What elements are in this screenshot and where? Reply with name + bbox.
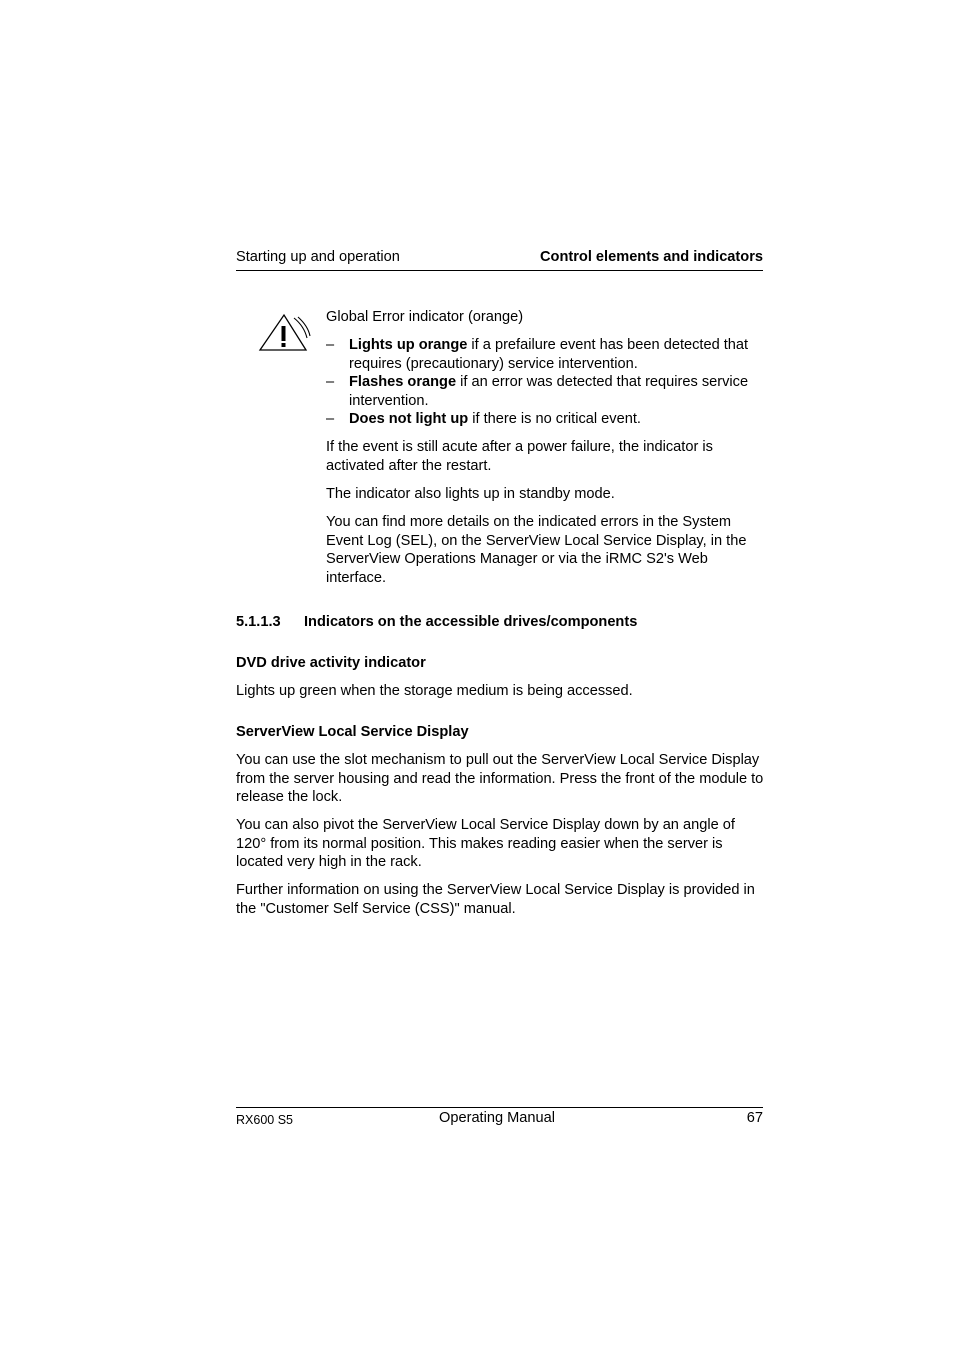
page-header xyxy=(236,248,763,271)
lsd-paragraph: Further information on using the ServerView Local Service Display is provided in the "Customer Self Service (CSS)" manual. xyxy=(236,882,755,917)
footer-title: Operating Manual xyxy=(439,1110,556,1126)
list-item-text: if an error was detected that requires service intervention. xyxy=(349,374,749,409)
page-number: 67 xyxy=(746,1110,763,1126)
list-item-bold: Flashes orange xyxy=(349,374,457,390)
list-item-bold: Lights up orange xyxy=(349,337,468,353)
list-dash: – xyxy=(326,411,335,427)
lsd-paragraph: You can use the slot mechanism to pull out the ServerView Local Service Display from the server housing and read the information. Press the front of the module to release the lock. xyxy=(236,752,764,806)
section-title: Indicators on the accessible drives/components xyxy=(304,614,638,630)
warning-title: Global Error indicator (orange) xyxy=(326,309,524,325)
dvd-text: Lights up green when the storage medium is being accessed. xyxy=(236,683,633,699)
list-item-text: if a prefailure event has been detected that requires (precautionary) service intervention. xyxy=(349,337,749,372)
list-item-bold: Does not light up xyxy=(349,411,469,427)
list-dash: – xyxy=(326,337,335,353)
warning-paragraph: If the event is still acute after a power failure, the indicator is activated after the restart. xyxy=(326,439,713,474)
lsd-heading: ServerView Local Service Display xyxy=(236,724,469,740)
section-number: 5.1.1.3 xyxy=(236,614,281,630)
header-chapter: Starting up and operation xyxy=(236,249,400,265)
header-section: Control elements and indicators xyxy=(540,249,763,265)
page-footer xyxy=(236,1107,763,1132)
list-dash: – xyxy=(326,374,335,390)
warning-paragraph: You can find more details on the indicated errors in the System Event Log (SEL), on the ServerView Local Service Display, in the ServerView Operations Manager or via the iRMC S2's Web interface. xyxy=(326,514,747,586)
lsd-paragraph: You can also pivot the ServerView Local Service Display down by an angle of 120° from its normal position. This makes reading easier when the server is located very high in the rack. xyxy=(236,817,735,871)
list-item-text: if there is no critical event. xyxy=(468,411,641,427)
footer-model: RX600 S5 xyxy=(236,1113,293,1127)
dvd-heading: DVD drive activity indicator xyxy=(236,655,426,671)
warning-icon xyxy=(258,312,312,354)
warning-paragraph: The indicator also lights up in standby mode. xyxy=(326,486,615,502)
